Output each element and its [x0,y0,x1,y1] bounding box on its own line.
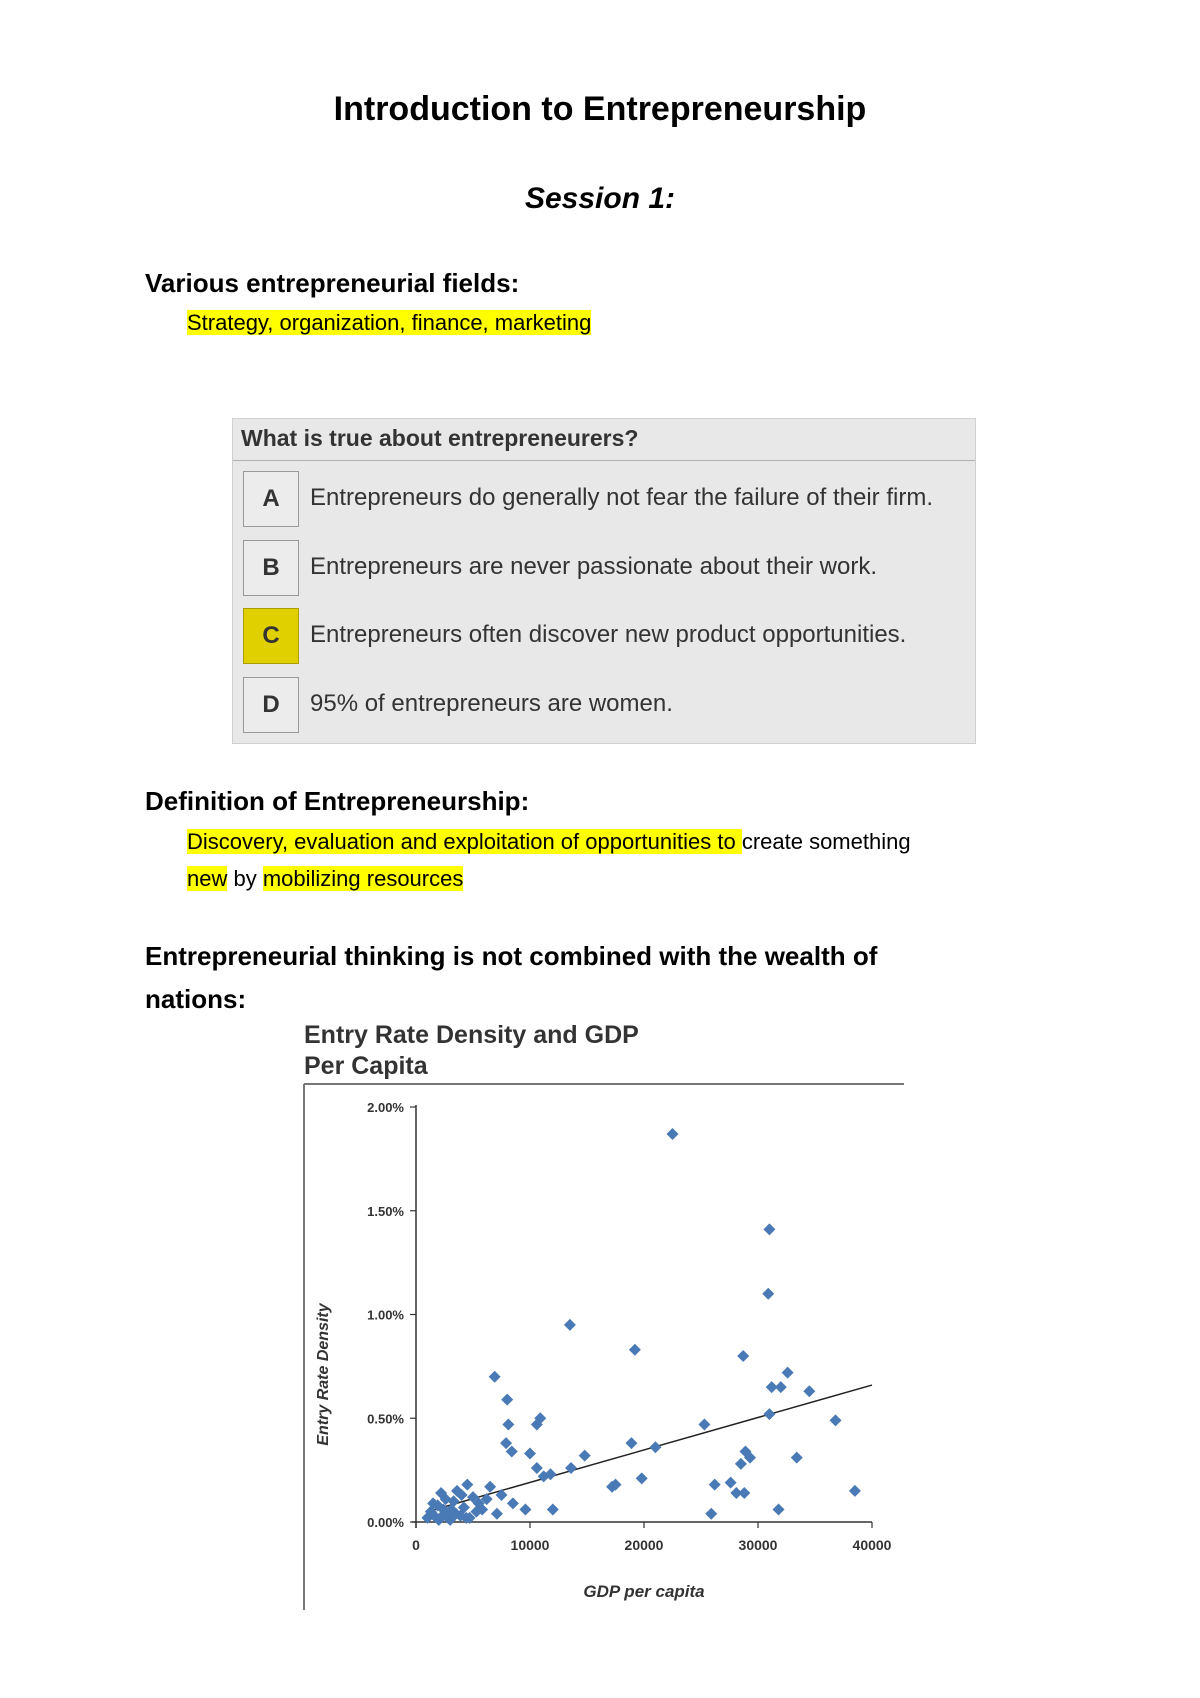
data-point [773,1504,785,1516]
data-point [763,1408,775,1420]
data-point [564,1319,576,1331]
option-text: Entrepreneurs are never passionate about their work. [310,553,877,580]
data-point [489,1371,501,1383]
data-point [762,1288,774,1300]
data-point [524,1448,536,1460]
y-axis-label: Entry Rate Density [315,1303,332,1446]
data-point [547,1504,559,1516]
wealth-heading-line-1: Entrepreneurial thinking is not combined with the wealth of [145,941,878,971]
data-point [737,1350,749,1362]
data-point [830,1414,842,1426]
y-tick-label: 0.50% [367,1411,404,1427]
quiz-box [232,418,976,744]
data-point [507,1497,519,1509]
definition-highlight: Discovery, evaluation and exploitation of opportunities to [187,829,742,854]
data-point [531,1462,543,1474]
data-point [782,1367,794,1379]
data-point [491,1508,503,1520]
data-point [519,1504,531,1516]
quiz-divider [233,460,975,461]
plot-area [315,1100,892,1601]
fields-highlight: Strategy, organization, finance, marketing [187,310,592,335]
definition-heading: Definition of Entrepreneurship: [145,786,530,816]
data-point [636,1472,648,1484]
definition-highlight: mobilizing resources [262,866,464,891]
option-letter: D [243,677,299,733]
data-point [709,1479,721,1491]
data-point [667,1128,679,1140]
data-point [629,1344,641,1356]
data-point [725,1477,737,1489]
wealth-heading-line-2: nations: [145,984,247,1014]
fields-text [187,310,591,336]
quiz-option-c[interactable] [243,608,968,664]
quiz-option-a[interactable] [243,471,968,527]
scatter-chart [290,1080,930,1620]
option-text: Entrepreneurs often discover new product opportunities. [310,621,907,648]
y-tick-label: 1.00% [367,1307,404,1323]
option-text: Entrepreneurs do generally not fear the failure of their firm. [310,484,933,511]
definition-line-2 [187,866,463,892]
quiz-option-b[interactable] [243,540,968,596]
data-point [705,1508,717,1520]
data-point [738,1487,750,1499]
definition-line-1 [187,829,911,855]
data-point [849,1485,861,1497]
definition-plain: by [227,866,263,891]
definition-plain: create something [741,829,911,854]
data-point [775,1381,787,1393]
x-tick-label: 0 [412,1537,420,1553]
data-point [649,1441,661,1453]
data-point [763,1223,775,1235]
option-letter: A [243,471,299,527]
x-tick-label: 20000 [624,1537,664,1553]
quiz-question: What is true about entrepreneurers? [241,425,639,451]
option-text: 95% of entrepreneurs are women. [310,690,673,717]
data-point [791,1452,803,1464]
option-letter: B [243,540,299,596]
x-tick-label: 10000 [510,1537,550,1553]
option-letter-correct: C [243,608,299,664]
data-point [579,1450,591,1462]
data-point [698,1418,710,1430]
x-tick-label: 30000 [738,1537,778,1553]
trendline [427,1385,872,1512]
y-tick-label: 0.00% [367,1515,404,1530]
data-point [496,1489,508,1501]
data-point [803,1385,815,1397]
x-tick-label: 40000 [852,1537,892,1553]
data-point [625,1437,637,1449]
data-point [484,1481,496,1493]
document-title: Introduction to Entrepreneurship [333,90,867,128]
data-point [461,1479,473,1491]
data-point [735,1458,747,1470]
session-heading: Session 1: [524,182,676,215]
data-point [502,1418,514,1430]
quiz-option-d[interactable] [243,677,968,733]
x-axis-label: GDP per capita [583,1582,705,1601]
chart-title [304,1020,639,1082]
y-tick-label: 2.00% [367,1100,404,1115]
data-point [501,1394,513,1406]
chart-title-line-2: Per Capita [304,1052,428,1080]
fields-heading: Various entrepreneurial fields: [145,268,520,298]
definition-highlight: new [187,866,228,891]
y-tick-label: 1.50% [367,1203,404,1219]
chart-title-line-1: Entry Rate Density and GDP [304,1021,639,1049]
